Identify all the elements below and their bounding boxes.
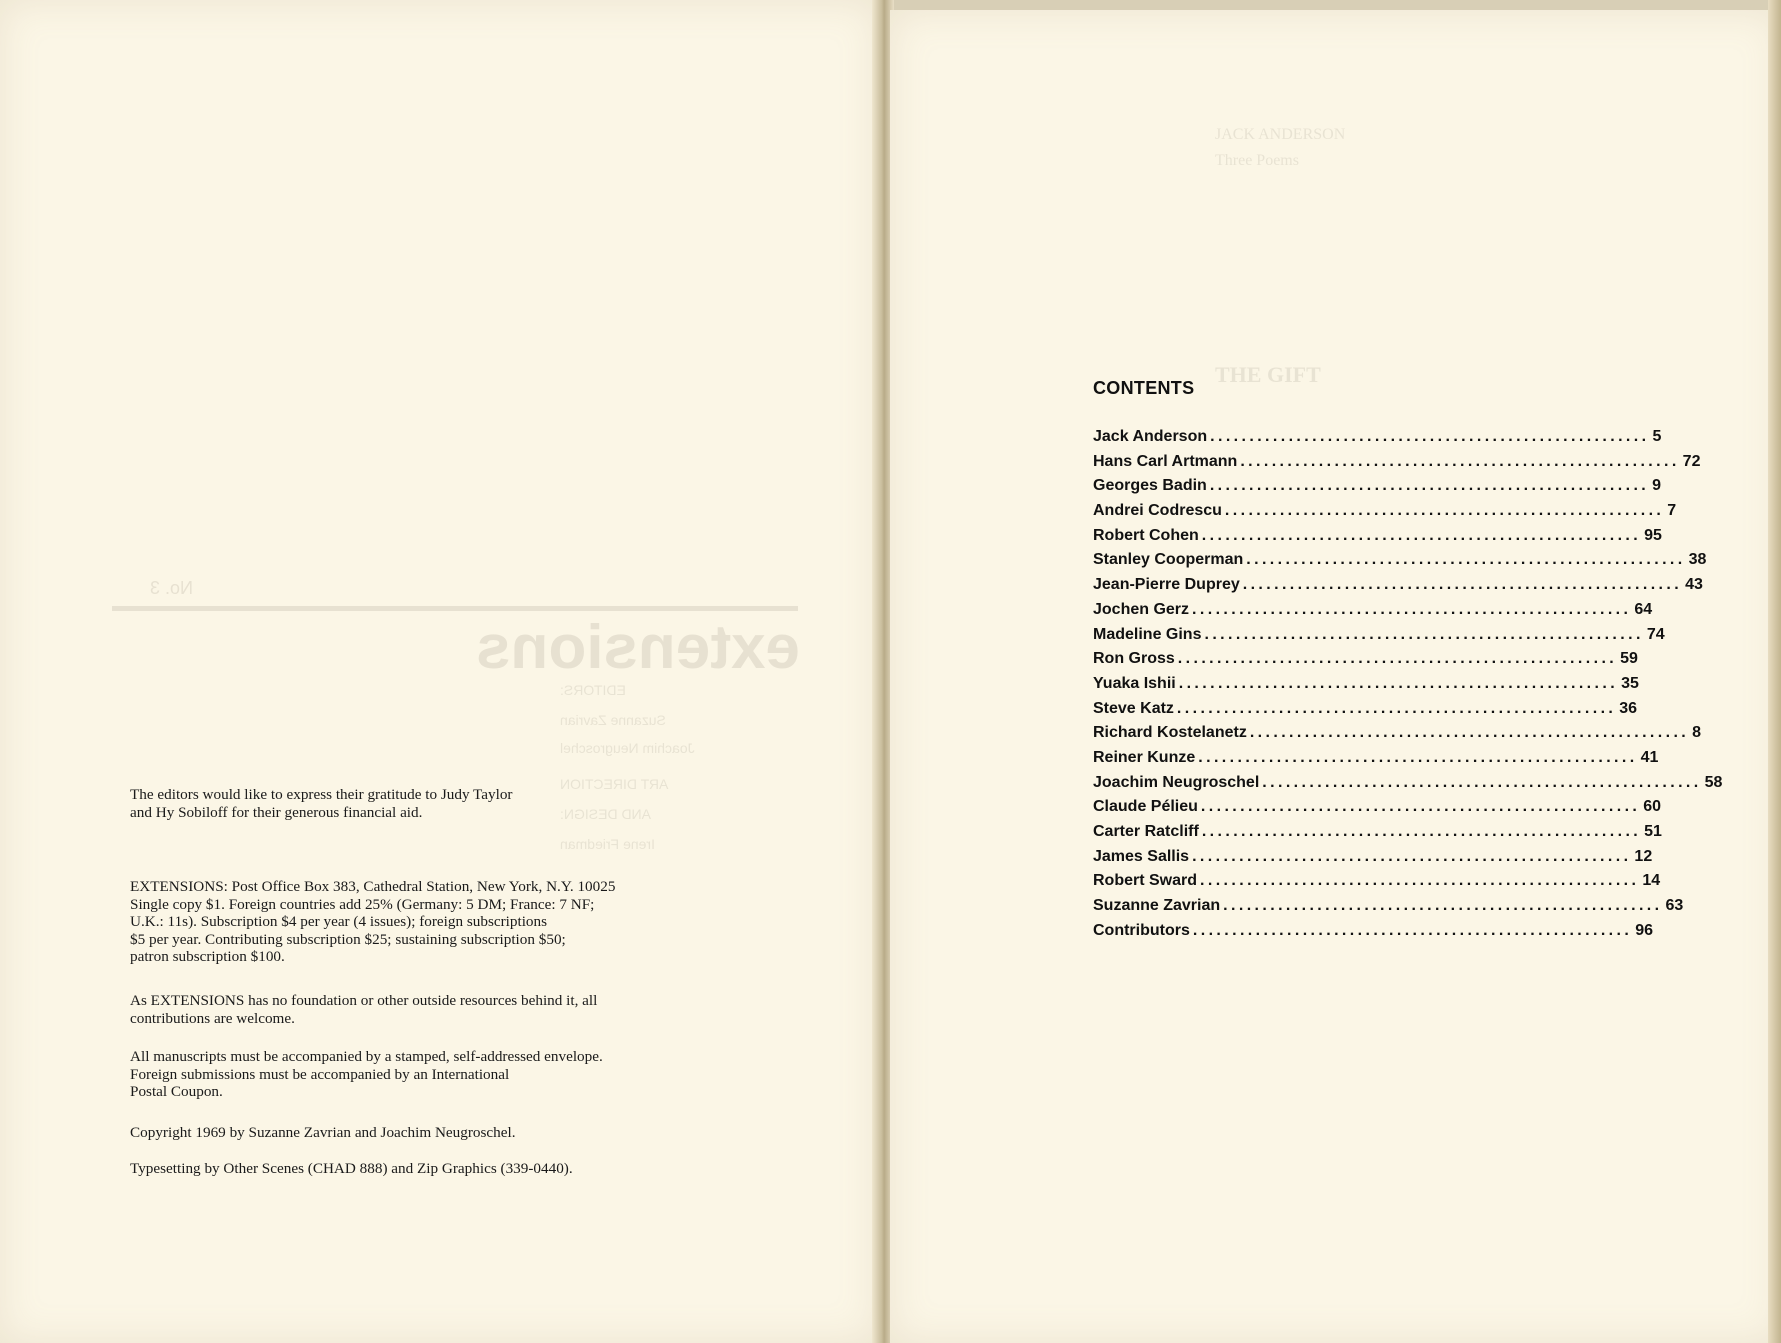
toc-author: Stanley Cooperman	[1093, 551, 1244, 569]
toc-page-number: 14	[1642, 872, 1661, 890]
toc-entry	[1093, 428, 1662, 453]
text-line: The editors would like to express their gratitude to Judy Taylor	[130, 786, 513, 803]
toc-leader-dots: ........................................................	[1240, 452, 1680, 470]
toc-author: Ron Gross	[1093, 650, 1175, 668]
toc-author: Richard Kostelanetz	[1093, 724, 1247, 742]
toc-entry	[1093, 625, 1665, 651]
toc-author: Jean-Pierre Duprey	[1093, 576, 1240, 594]
text-line: Foreign submissions must be accompanied by an International	[130, 1065, 510, 1083]
gratitude-paragraph	[130, 786, 750, 821]
foundation-paragraph	[130, 992, 750, 1027]
toc-entry	[1093, 773, 1723, 799]
toc-page-number: 35	[1621, 674, 1639, 692]
toc-author: Reiner Kunze	[1093, 748, 1196, 766]
text-line: EXTENSIONS: Post Office Box 383, Cathedral Station, New York, N.Y. 10025	[130, 878, 616, 895]
table-of-contents	[1093, 428, 1723, 946]
toc-entry	[1093, 477, 1662, 502]
toc-entry	[1093, 576, 1703, 601]
toc-leader-dots: ........................................................	[1177, 650, 1618, 668]
toc-author: Robert Cohen	[1093, 526, 1199, 544]
ghost-line: Suzanne Zavrian	[560, 712, 666, 728]
toc-leader-dots: ........................................................	[1192, 847, 1632, 865]
toc-page-number: 9	[1652, 477, 1662, 495]
toc-page-number: 64	[1634, 600, 1653, 618]
toc-page-number: 7	[1667, 502, 1677, 520]
toc-page-number: 5	[1652, 428, 1662, 445]
text-line: and Hy Sobiloff for their generous financial aid.	[130, 803, 423, 821]
toc-author: Madeline Gins	[1093, 625, 1202, 643]
toc-leader-dots: ........................................................	[1249, 724, 1690, 742]
toc-entry	[1093, 897, 1684, 922]
toc-author: Steve Katz	[1093, 699, 1174, 717]
text-line: Postal Coupon.	[130, 1083, 223, 1100]
toc-entry	[1093, 699, 1638, 725]
toc-author: Suzanne Zavrian	[1093, 897, 1221, 915]
toc-leader-dots: ........................................................	[1201, 526, 1642, 544]
toc-entry	[1093, 798, 1662, 823]
ghost-rule	[112, 606, 798, 611]
toc-page-number: 74	[1646, 625, 1665, 643]
text-line: As EXTENSIONS has no foundation or other outside resources behind it, all	[130, 992, 598, 1009]
text-line: patron subscription $100.	[130, 948, 285, 965]
ghost-line: ART DIRECTION	[560, 776, 669, 792]
text-line: All manuscripts must be accompanied by a stamped, self-addressed envelope.	[130, 1048, 603, 1065]
toc-leader-dots: ........................................................	[1192, 921, 1633, 939]
copyright-line: Copyright 1969 by Suzanne Zavrian and Joachim Neugroschel.	[130, 1124, 516, 1141]
ghost-line: EDITORS:	[560, 682, 626, 698]
toc-leader-dots: ........................................................	[1176, 699, 1617, 717]
toc-author: Contributors	[1093, 921, 1190, 939]
toc-entry	[1093, 551, 1707, 576]
contents-title: CONTENTS	[1093, 378, 1195, 398]
toc-leader-dots: ........................................................	[1242, 576, 1683, 594]
toc-page-number: 51	[1644, 823, 1662, 840]
toc-page-number: 8	[1692, 724, 1702, 742]
toc-leader-dots: ........................................................	[1262, 773, 1702, 791]
manuscripts-paragraph	[130, 1048, 750, 1101]
page-edge	[1768, 0, 1781, 1343]
toc-leader-dots: ........................................................	[1192, 600, 1632, 618]
toc-leader-dots: ........................................................	[1204, 625, 1644, 643]
toc-leader-dots: ........................................................	[1200, 872, 1640, 890]
toc-author: Hans Carl Artmann	[1093, 452, 1238, 470]
toc-author: Jochen Gerz	[1093, 600, 1190, 618]
toc-leader-dots: ........................................................	[1201, 823, 1642, 840]
toc-entry	[1093, 452, 1701, 478]
toc-page-number: 41	[1640, 748, 1659, 766]
toc-page-number: 59	[1620, 650, 1638, 668]
toc-leader-dots: ........................................................	[1198, 748, 1638, 766]
toc-page-number: 63	[1665, 897, 1684, 915]
toc-page-number: 38	[1688, 551, 1707, 569]
toc-leader-dots: ........................................................	[1223, 897, 1663, 915]
ghost-line: AND DESIGN:	[560, 806, 652, 822]
toc-entry	[1093, 526, 1662, 552]
ghost-issue-number: No. 3	[150, 578, 194, 598]
toc-entry	[1093, 502, 1677, 527]
toc-author: Andrei Codrescu	[1093, 502, 1222, 520]
toc-author: Yuaka Ishii	[1093, 674, 1176, 692]
toc-page-number: 36	[1619, 699, 1638, 717]
toc-author: Carter Ratcliff	[1093, 823, 1199, 840]
toc-entry	[1093, 847, 1653, 873]
toc-page-number: 72	[1682, 452, 1701, 470]
text-line: $5 per year. Contributing subscription $25; sustaining subscription $50;	[130, 930, 566, 948]
toc-leader-dots: ........................................................	[1224, 502, 1665, 520]
ghost-line: Joachim Neugroschel	[560, 740, 695, 756]
toc-page-number: 58	[1704, 773, 1723, 791]
toc-page-number: 43	[1685, 576, 1703, 594]
text-line: Single copy $1. Foreign countries add 25% (Germany: 5 DM; France: 7 NF;	[130, 895, 595, 913]
toc-entry	[1093, 650, 1638, 675]
toc-entry	[1093, 724, 1702, 749]
toc-entry	[1093, 823, 1662, 848]
toc-leader-dots: ........................................................	[1246, 551, 1686, 569]
toc-leader-dots: ........................................................	[1200, 798, 1641, 816]
ghost-line: Irene Friedman	[560, 836, 655, 852]
toc-page-number: 95	[1644, 526, 1662, 544]
text-line: contributions are welcome.	[130, 1009, 295, 1027]
text-line: U.K.: 11s). Subscription $4 per year (4 issues); foreign subscriptions	[130, 913, 548, 930]
toc-entry	[1093, 674, 1639, 700]
ghost-author: JACK ANDERSON	[1215, 126, 1346, 143]
toc-entry	[1093, 748, 1659, 774]
toc-author: Claude Pélieu	[1093, 798, 1198, 816]
ghost-logo: extensions	[476, 613, 800, 682]
toc-leader-dots: ........................................................	[1178, 674, 1619, 692]
ghost-poem-title: THE GIFT	[1215, 362, 1321, 387]
typesetting-line: Typesetting by Other Scenes (CHAD 888) and Zip Graphics (339-0440).	[130, 1160, 573, 1177]
toc-entry	[1093, 921, 1654, 947]
toc-leader-dots: ........................................................	[1209, 477, 1650, 495]
ghost-subtitle: Three Poems	[1215, 152, 1299, 169]
toc-author: Georges Badin	[1093, 477, 1207, 495]
toc-page-number: 12	[1634, 847, 1653, 865]
toc-author: Robert Sward	[1093, 872, 1198, 890]
subscription-paragraph	[130, 878, 750, 966]
toc-entry	[1093, 872, 1661, 897]
toc-page-number: 96	[1635, 921, 1654, 939]
toc-author: James Sallis	[1093, 847, 1190, 865]
toc-leader-dots: ........................................................	[1210, 428, 1650, 445]
toc-page-number: 60	[1643, 798, 1662, 816]
toc-author: Joachim Neugroschel	[1093, 773, 1260, 791]
toc-author: Jack Anderson	[1093, 428, 1208, 445]
toc-entry	[1093, 600, 1653, 626]
